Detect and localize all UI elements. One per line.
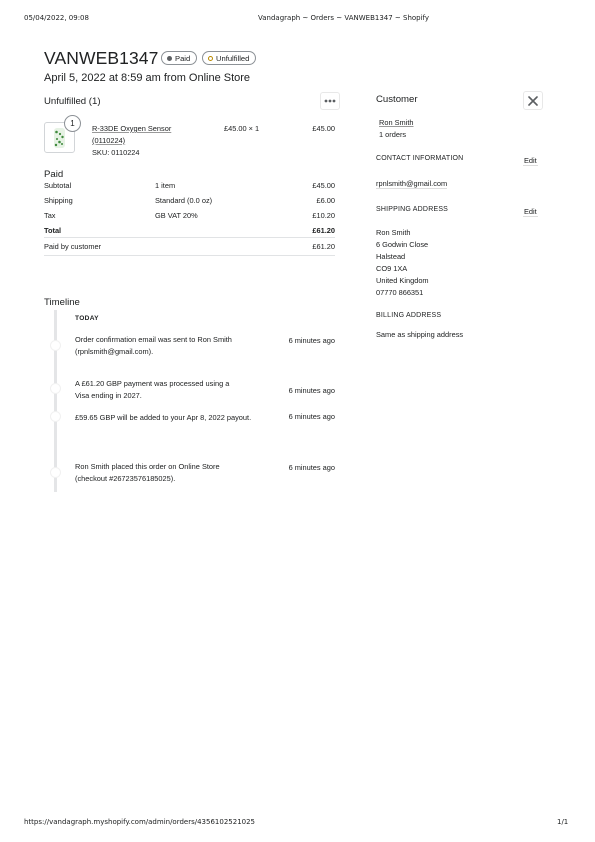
address-line: Ron Smith <box>376 228 411 237</box>
subtotal-label: Subtotal <box>44 181 72 190</box>
timeline-event-3-time: 6 minutes ago <box>288 412 335 421</box>
total-amount: £61.20 <box>312 226 335 235</box>
customer-order-count: 1 orders <box>379 130 407 139</box>
quantity-badge-value: 1 <box>70 119 75 128</box>
paid-by-customer-amount: £61.20 <box>312 242 335 251</box>
product-name-link-line2[interactable]: (0110224) <box>92 136 126 145</box>
timeline-event-1-line2: (rpnlsmith@gmail.com). <box>75 346 154 356</box>
print-datetime: 05/04/2022, 09:08 <box>24 14 89 22</box>
unfulfilled-status-dot <box>208 56 213 61</box>
product-sku: SKU: 0110224 <box>92 148 140 157</box>
address-line: Halstead <box>376 252 406 261</box>
timeline-event-marker <box>50 467 61 478</box>
shipping-address-heading: SHIPPING ADDRESS <box>376 206 449 213</box>
more-horizontal-icon <box>324 99 336 103</box>
address-line: United Kingdom <box>376 276 429 285</box>
edit-shipping-address-button[interactable]: Edit <box>524 207 537 216</box>
timeline-event-4-line2: (checkout #26723576185025). <box>75 473 176 483</box>
more-actions-button[interactable] <box>320 92 340 110</box>
close-icon <box>528 96 538 106</box>
customer-heading: Customer <box>376 94 418 105</box>
paid-badge <box>161 51 197 65</box>
unfulfilled-badge-label: Unfulfilled <box>216 53 250 63</box>
timeline-event-marker <box>50 340 61 351</box>
product-price-qty: £45.00 × 1 <box>224 124 260 133</box>
timeline-event-3 <box>75 412 251 424</box>
address-line: 6 Godwin Close <box>376 240 429 249</box>
shipping-detail: Standard (0.0 oz) <box>155 196 213 205</box>
customer-name-link[interactable]: Ron Smith <box>379 118 414 127</box>
quantity-badge <box>64 115 81 132</box>
print-page-title: Vandagraph ~ Orders ~ VANWEB1347 ~ Shopify <box>258 14 430 22</box>
timeline-event-1-time: 6 minutes ago <box>288 336 335 345</box>
unfulfilled-heading: Unfulfilled (1) <box>44 96 101 107</box>
remove-customer-button[interactable] <box>523 91 543 110</box>
print-url: https://vandagraph.myshopify.com/admin/orders/4356102521025 <box>24 818 256 826</box>
total-divider <box>44 237 335 238</box>
timeline-event-1-line1: Order confirmation email was sent to Ron Smith <box>75 335 232 344</box>
shipping-amount: £6.00 <box>316 196 335 205</box>
billing-address-heading: BILLING ADDRESS <box>376 312 442 319</box>
tax-amount: £10.20 <box>312 211 335 220</box>
timeline-heading: Timeline <box>44 297 80 308</box>
timeline-event-2-line1: A £61.20 GBP payment was processed using a <box>75 379 230 388</box>
address-phone: 07770 866351 <box>376 288 424 297</box>
timeline-event-2 <box>75 378 265 401</box>
order-subtitle: April 5, 2022 at 8:59 am from Online Store <box>44 72 251 84</box>
timeline-today-label: TODAY <box>75 315 99 322</box>
paid-badge-label: Paid <box>175 53 191 63</box>
unfulfilled-badge <box>202 51 256 65</box>
edit-contact-button[interactable]: Edit <box>524 156 537 165</box>
billing-address-text: Same as shipping address <box>376 330 464 339</box>
product-name-link[interactable]: R-33DE Oxygen Sensor <box>92 124 172 133</box>
timeline-event-marker <box>50 383 61 394</box>
paid-heading: Paid <box>44 169 64 180</box>
timeline-event-2-line2: Visa ending in 2027. <box>75 390 142 400</box>
subtotal-amount: £45.00 <box>312 181 335 190</box>
timeline-track <box>54 310 57 492</box>
timeline-event-marker <box>50 411 61 422</box>
tax-label: Tax <box>44 211 56 220</box>
customer-email-link[interactable]: rpnlsmith@gmail.com <box>376 179 448 188</box>
product-line-total: £45.00 <box>312 124 335 133</box>
total-label: Total <box>44 226 62 235</box>
shipping-label: Shipping <box>44 196 73 205</box>
contact-information-heading: CONTACT INFORMATION <box>376 155 464 162</box>
print-page-number: 1/1 <box>557 818 569 826</box>
timeline-event-1 <box>75 334 275 357</box>
subtotal-detail: 1 item <box>155 181 176 190</box>
timeline-event-2-time: 6 minutes ago <box>288 386 335 395</box>
timeline-event-4-line1: Ron Smith placed this order on Online Store <box>75 462 220 471</box>
timeline-event-3-line1: £59.65 GBP will be added to your Apr 8, 2022 payout. <box>75 413 252 422</box>
tax-detail: GB VAT 20% <box>155 211 198 220</box>
paid-by-customer-label: Paid by customer <box>44 242 102 251</box>
paid-status-dot <box>167 56 172 61</box>
paid-divider <box>44 255 335 256</box>
timeline-event-4-time: 6 minutes ago <box>288 463 335 472</box>
timeline-event-4 <box>75 461 275 484</box>
order-number: VANWEB1347 <box>44 48 159 68</box>
address-line: CO9 1XA <box>376 264 408 273</box>
